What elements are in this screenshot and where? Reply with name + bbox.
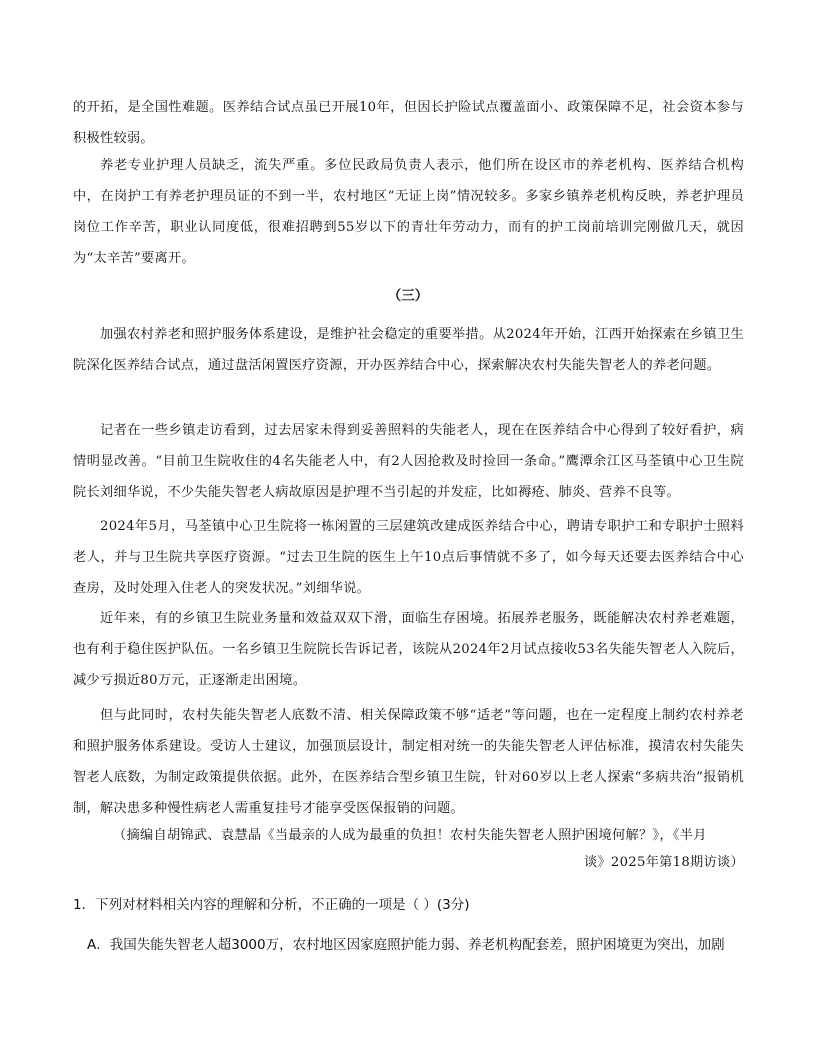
source-citation-line-2: 谈》2025年第18期访谈） (583, 855, 744, 870)
paragraph-3: 加强农村养老和照护服务体系建设，是维护社会稳定的重要举措。从2024年开始，江西开始探索在乡镇卫生院深化医养结合试点，通过盘活闲置医疗资源，开办医养结合中心，探索解决农村失能失智老人的养老问题。 (73, 327, 744, 373)
paragraph-6: 近年来，有的乡镇卫生院业务量和效益双双下滑，面临生存困境。拓展养老服务，既能解决农村养老难题，也有利于稳住医护队伍。一名乡镇卫生院院长告诉记者，该院从2024年2月试点接收53名失能失智老人入院后，减少亏损近80万元，正逐渐走出困境。 (73, 611, 744, 688)
source-citation-line-1: （摘编自胡锦武、袁慧晶《当最亲的人成为最重的负担！农村失能失智老人照护困境何解？》，《半月 (113, 828, 707, 843)
paragraph-1: 的开拓，是全国性难题。医养结合试点虽已开展10年，但因长护险试点覆盖面小、政策保障不足，社会资本参与积极性较弱。 (73, 100, 744, 146)
question-1-stem: 1．下列对材料相关内容的理解和分析，不正确的一项是（ ）(3分) (73, 897, 470, 913)
paragraph-7: 但与此同时，农村失能失智老人底数不清、相关保障政策不够“适老”等问题，也在一定程度上制约农村养老和照护服务体系建设。受访人士建议，加强顶层设计，制定相对统一的失能失智老人评估标准，摸清农村失能失智老人底数，为制定政策提供依据。此外，在医养结合型乡镇卫生院，针对60岁以上老人探索“多病共治”报销机制，解决患多种慢性病老人需重复挂号才能享受医保报销的问题。 (73, 708, 744, 816)
source-citation (73, 822, 744, 876)
paragraph-5: 2024年5月，马荃镇中心卫生院将一栋闲置的三层建筑改建成医养结合中心，聘请专职护工和专职护士照料老人，并与卫生院共享医疗资源。“过去卫生院的医生上午10点后事情就不多了，如今每天还要去医养结合中心查房，及时处理入住老人的突发状况。”刘细华说。 (73, 519, 744, 596)
paragraph-2: 养老专业护理人员缺乏，流失严重。多位民政局负责人表示，他们所在设区市的养老机构、医养结合机构中，在岗护工有养老护理员证的不到一半，农村地区“无证上岗”情况较多。多家乡镇养老机构反映，养老护理员岗位工作辛苦，职业认同度低，很难招聘到55岁以下的青壮年劳动力，而有的护工岗前培训完刚做几天，就因为“太辛苦”要离开。 (73, 158, 744, 266)
question-1-option-a: A．我国失能失智老人超3000万，农村地区因家庭照护能力弱、养老机构配套差，照护困境更为突出，加剧 (87, 937, 725, 953)
section-heading: （三） (387, 288, 429, 304)
paragraph-4: 记者在一些乡镇走访看到，过去居家未得到妥善照料的失能老人，现在在医养结合中心得到了较好看护，病情明显改善。“目前卫生院收住的4名失能老人中，有2人因抢救及时捡回一条命。”鹰潭余江区马荃镇中心卫生院院长刘细华说，不少失能失智老人病故原因是护理不当引起的并发症，比如褥疮、肺炎、营养不良等。 (73, 423, 744, 500)
